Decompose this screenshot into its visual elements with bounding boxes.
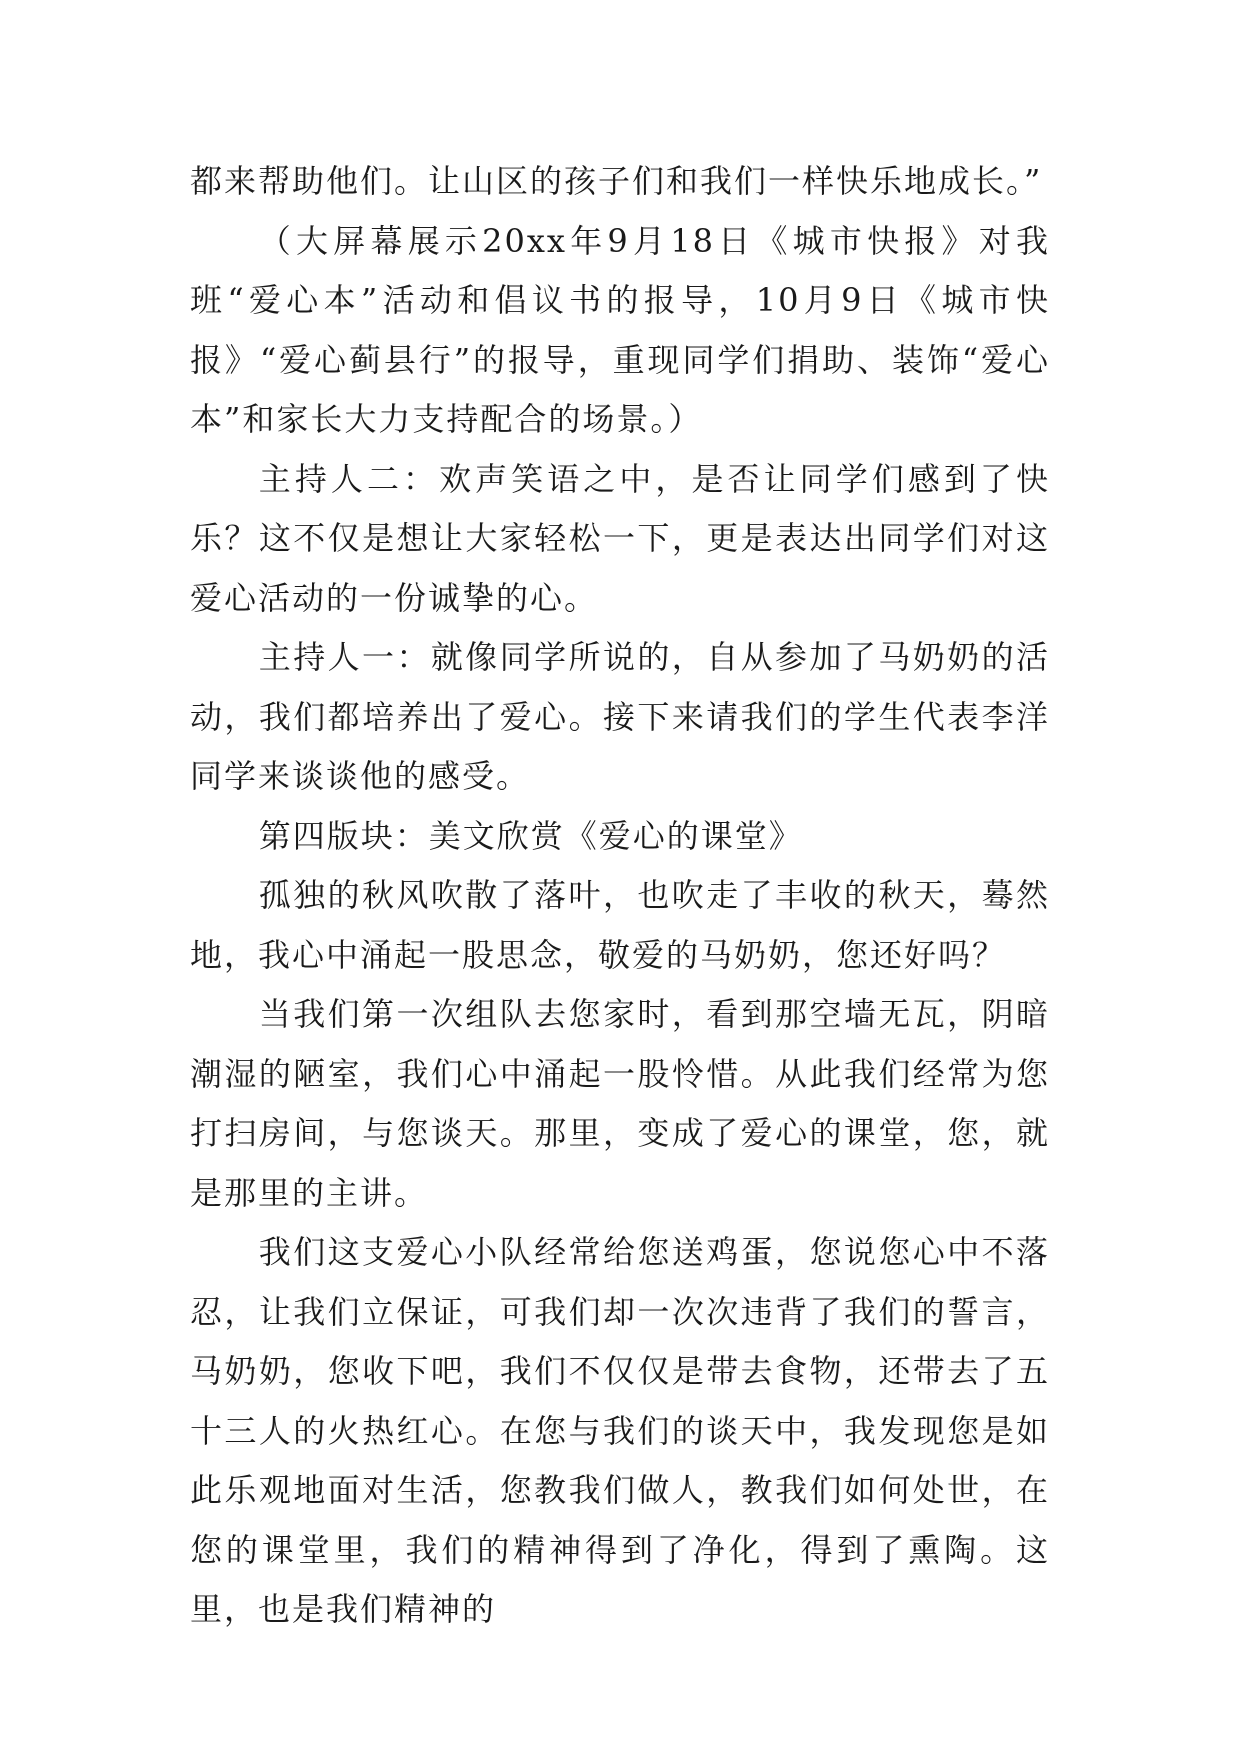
section-heading: 第四版块：美文欣赏《爱心的课堂》 (258, 816, 803, 855)
paragraph-4: 主持人一：就像同学所说的，自从参加了马奶奶的活动，我们都培养出了爱心。接下来请我们的学生代表李洋同学来谈谈他的感受。 (190, 638, 1050, 795)
paragraph-1: 都来帮助他们。让山区的孩子们和我们一样快乐地成长。” (190, 162, 1043, 200)
paragraph-2: （大屏幕展示20xx年9月18日《城市快报》对我班“爱心本”活动和倡议书的报导，10月9日《城市快报》“爱心蓟县行”的报导，重现同学们捐助、装饰“爱心本”和家长大力支持配合的场景。） (190, 221, 1050, 438)
document-body (190, 152, 1050, 1640)
paragraph-6: 当我们第一次组队去您家时，看到那空墙无瓦，阴暗潮湿的陋室，我们心中涌起一股怜惜。从此我们经常为您打扫房间，与您谈天。那里，变成了爱心的课堂，您，就是那里的主讲。 (190, 995, 1050, 1212)
paragraph-3: 主持人二：欢声笑语之中，是否让同学们感到了快乐？这不仅是想让大家轻松一下，更是表达出同学们对这爱心活动的一份诚挚的心。 (190, 459, 1050, 617)
paragraph-7: 我们这支爱心小队经常给您送鸡蛋，您说您心中不落忍，让我们立保证，可我们却一次次违背了我们的誓言，马奶奶，您收下吧，我们不仅仅是带去食物，还带去了五十三人的火热红心。在您与我们的谈天中，我发现您是如此乐观地面对生活，您教我们做人，教我们如何处世，在您的课堂里，我们的精神得到了净化，得到了熏陶。这里，也是我们精神的 (190, 1233, 1050, 1628)
paragraph-5: 孤独的秋风吹散了落叶，也吹走了丰收的秋天，蓦然地，我心中涌起一股思念，敬爱的马奶奶，您还好吗？ (190, 876, 1050, 974)
